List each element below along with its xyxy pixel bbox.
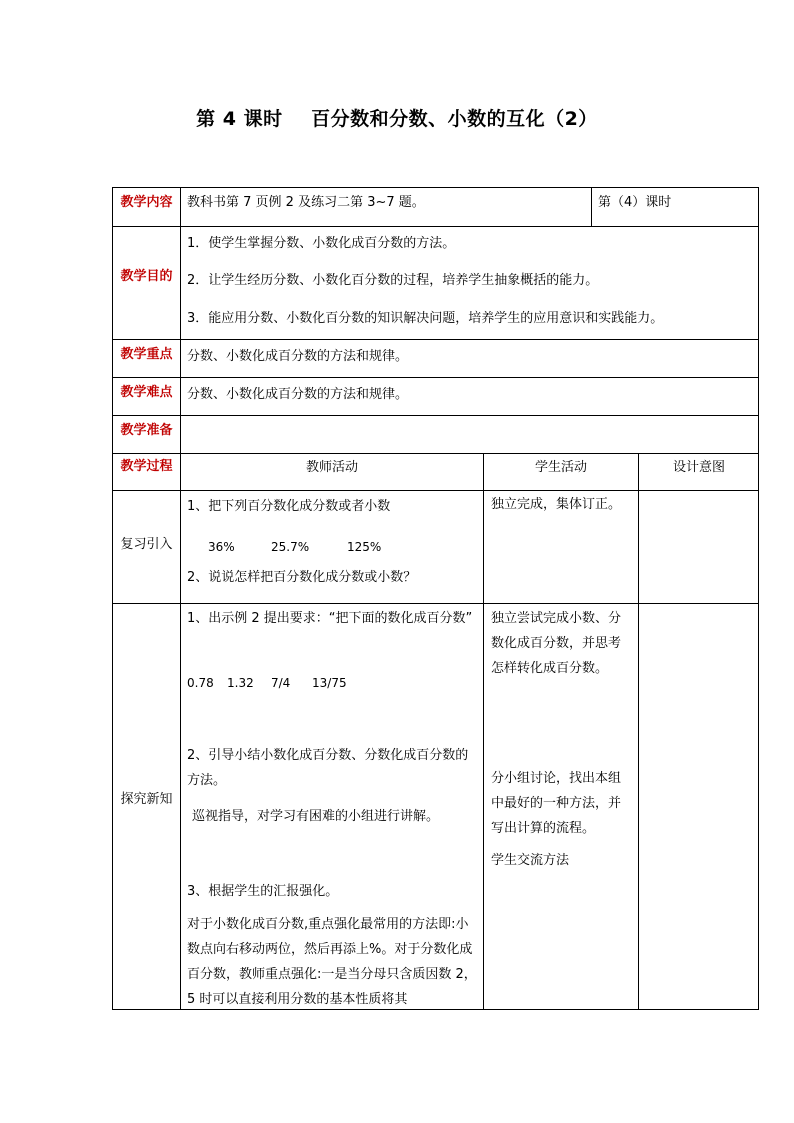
objective-item: 2．让学生经历分数、小数化百分数的过程，培养学生抽象概括的能力。	[187, 273, 599, 288]
explore-teacher-item: 1、出示例 2 提出要求：“把下面的数化成百分数”	[187, 611, 473, 626]
row-divider	[112, 377, 759, 378]
review-value: 125%	[347, 540, 382, 554]
row-divider	[112, 453, 759, 454]
row-divider	[112, 415, 759, 416]
review-student-text: 独立完成，集体订正。	[491, 497, 622, 512]
objective-item: 3．能应用分数、小数化百分数的知识解决问题，培养学生的应用意识和实践能力。	[187, 311, 664, 326]
student-activity-header: 学生活动	[534, 460, 587, 475]
review-value: 36%	[208, 540, 235, 554]
explore-student-text: 分小组讨论，找出本组中最好的一种方法，并写出计算的流程。	[491, 771, 622, 836]
column-divider	[638, 453, 639, 1010]
row-label-process: 教学过程	[120, 459, 173, 474]
example-number: 13/75	[312, 676, 347, 690]
explore-guide-text: 巡视指导，对学习有困难的小组进行讲解。	[192, 809, 440, 824]
review-teacher-item: 1、把下列百分数化成分数或者小数	[187, 499, 391, 514]
example-number: 0.78	[187, 676, 214, 690]
explore-summary-text: 对于小数化成百分数,重点强化最常用的方法即:小数点向右移动两位，然后再添上%。对于分数化成百分数，教师重点强化:一是当分母只含质因数 2，5 时可以直接利用分数的基本性质将其	[187, 917, 477, 1007]
row-label-content: 教学内容	[120, 195, 173, 210]
row-divider	[112, 339, 759, 340]
column-divider	[483, 453, 484, 1010]
period-text: 第（4）课时	[598, 195, 672, 210]
row-divider	[112, 490, 759, 491]
stage-explore: 探究新知	[120, 792, 173, 807]
example-number: 1.32	[227, 676, 254, 690]
review-value: 25.7%	[271, 540, 310, 554]
keypoint-text: 分数、小数化成百分数的方法和规律。	[187, 349, 409, 364]
column-divider	[180, 187, 181, 1010]
difficulty-text: 分数、小数化成百分数的方法和规律。	[187, 387, 409, 402]
explore-teacher-item: 2、引导小结小数化成百分数、分数化成百分数的方法。	[187, 748, 469, 788]
objective-item: 1．使学生掌握分数、小数化成百分数的方法。	[187, 236, 456, 251]
explore-student-text: 学生交流方法	[491, 853, 570, 868]
row-divider	[112, 226, 759, 227]
design-intent-header: 设计意图	[672, 460, 725, 475]
row-label-difficulty: 教学难点	[120, 385, 173, 400]
content-text: 教科书第 7 页例 2 及练习二第 3~7 题。	[187, 195, 425, 210]
row-label-keypoint: 教学重点	[120, 347, 173, 362]
row-divider	[112, 603, 759, 604]
review-teacher-item: 2、说说怎样把百分数化成分数或小数？	[187, 570, 417, 585]
teacher-activity-header: 教师活动	[305, 460, 358, 475]
column-divider	[591, 187, 592, 227]
row-label-preparation: 教学准备	[120, 423, 173, 438]
row-label-objectives: 教学目的	[120, 269, 173, 284]
explore-teacher-item: 3、根据学生的汇报强化。	[187, 884, 339, 899]
page-title: 第 4 课时 百分数和分数、小数的互化（2）	[196, 108, 598, 130]
example-number: 7/4	[271, 676, 291, 690]
stage-review: 复习引入	[120, 537, 173, 552]
explore-student-text: 独立尝试完成小数、分数化成百分数，并思考怎样转化成百分数。	[491, 611, 622, 676]
